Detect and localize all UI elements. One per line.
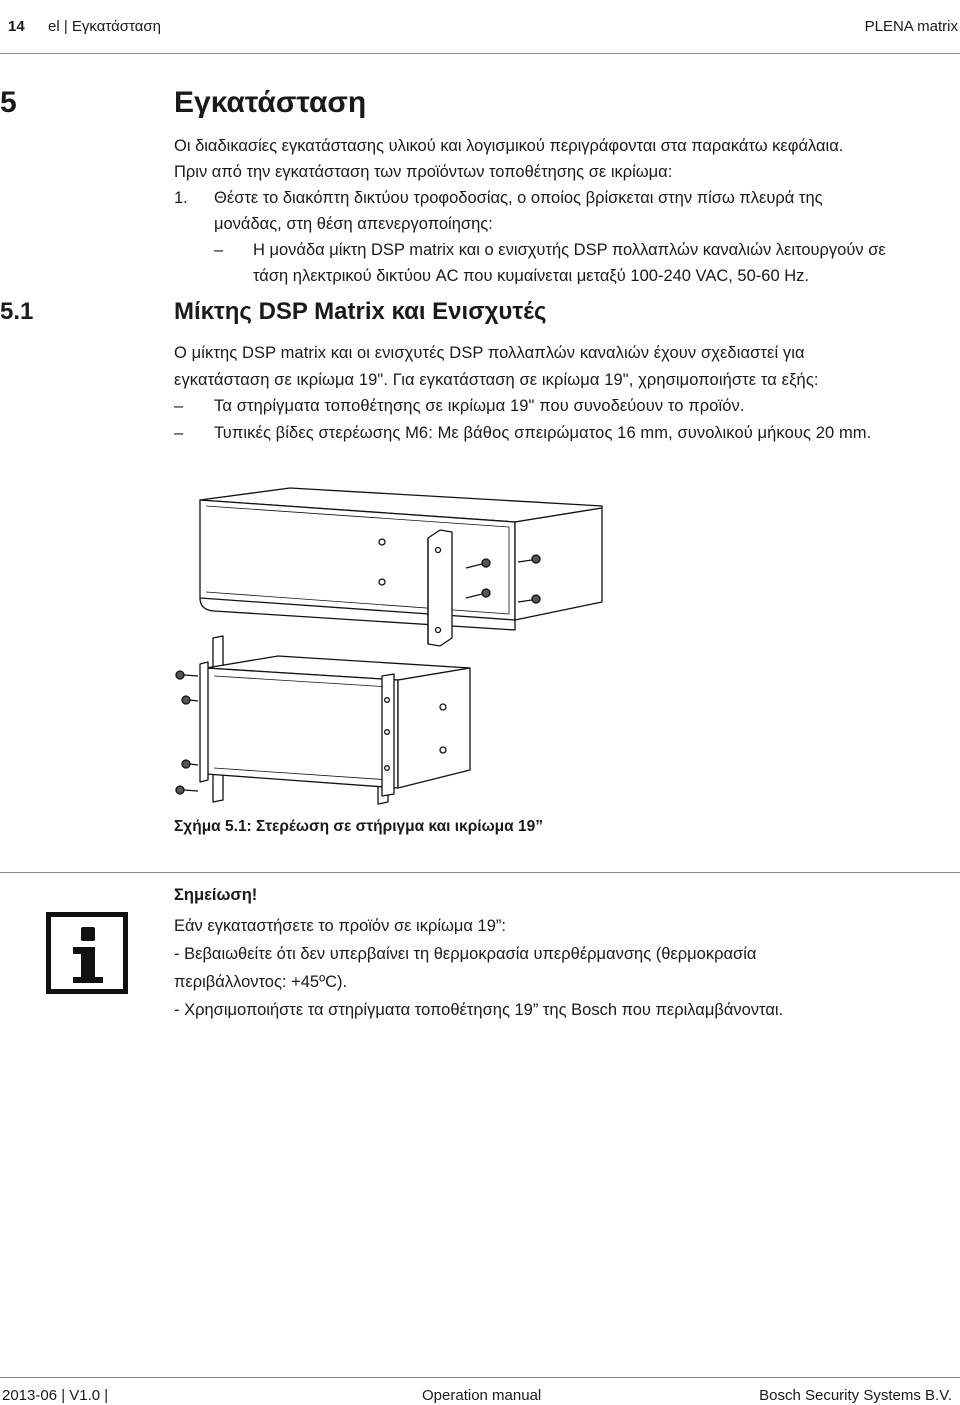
header-product: PLENA matrix <box>864 18 958 35</box>
bullet-item-1: Τα στηρίγματα τοποθέτησης σε ικρίωμα 19" που συνοδεύουν το προϊόν. <box>214 397 745 415</box>
chapter-intro-1: Οι διαδικασίες εγκατάστασης υλικού και λογισμικού περιγράφονται στα παρακάτω κεφάλαια. <box>174 137 844 155</box>
note-line-3: περιβάλλοντος: +45ºC). <box>174 973 348 991</box>
sub-item-dash: – <box>214 241 224 259</box>
chapter-number: 5 <box>0 86 17 119</box>
header-section: el | Εγκατάσταση <box>48 18 162 35</box>
upper-unit-drawing <box>200 488 602 646</box>
bullet-dash-1: – <box>174 397 184 415</box>
note-line-2: - Βεβαιωθείτε ότι δεν υπερβαίνει τη θερμοκρασία υπερθέρμανσης (θερμοκρασία <box>174 945 757 963</box>
footer-date-version: 2013-06 | V1.0 | <box>2 1387 109 1404</box>
header-rule <box>0 53 960 54</box>
note-title: Σημείωση! <box>174 886 258 904</box>
chapter-intro-2: Πριν από την εγκατάσταση των προϊόντων τοποθέτησης σε ικρίωμα: <box>174 163 673 181</box>
page-number: 14 <box>8 18 25 35</box>
sub-item-line-1: Η μονάδα μίκτη DSP matrix και ο ενισχυτής DSP πολλαπλών καναλιών λειτουργούν σε <box>253 241 886 259</box>
step-number: 1. <box>174 189 188 207</box>
section-para-2: εγκατάσταση σε ικρίωμα 19". Για εγκατάσταση σε ικρίωμα 19", χρησιμοποιήστε τα εξής: <box>174 371 819 389</box>
step-line-1: Θέστε το διακόπτη δικτύου τροφοδοσίας, ο οποίος βρίσκεται στην πίσω πλευρά της <box>214 189 823 207</box>
figure-caption: Σχήμα 5.1: Στερέωση σε στήριγμα και ικρίωμα 19” <box>174 818 543 835</box>
section-para-1: Ο μίκτης DSP matrix και οι ενισχυτές DSP πολλαπλών καναλιών έχουν σχεδιαστεί για <box>174 344 805 362</box>
note-line-4: - Χρησιμοποιήστε τα στηρίγματα τοποθέτησης 19” της Bosch που περιλαμβάνονται. <box>174 1001 784 1019</box>
section-number: 5.1 <box>0 298 34 325</box>
note-line-1: Εάν εγκαταστήσετε το προϊόν σε ικρίωμα 19”: <box>174 917 506 935</box>
note-rule <box>0 872 960 873</box>
chapter-title: Εγκατάσταση <box>174 86 367 119</box>
footer-company: Bosch Security Systems B.V. <box>759 1387 952 1404</box>
footer-doc-type: Operation manual <box>422 1387 542 1404</box>
step-line-2: μονάδας, στη θέση απενεργοποίησης: <box>214 215 493 233</box>
rack-mount-illustration <box>170 470 670 810</box>
lower-unit-drawing <box>176 636 470 804</box>
section-title: Μίκτης DSP Matrix και Ενισχυτές <box>174 298 547 325</box>
info-icon <box>46 912 128 994</box>
bullet-dash-2: – <box>174 424 184 442</box>
bullet-item-2: Τυπικές βίδες στερέωσης M6: Με βάθος σπειρώματος 16 mm, συνολικού μήκους 20 mm. <box>214 424 872 442</box>
lower-screws <box>176 671 198 794</box>
footer-rule <box>0 1377 960 1378</box>
sub-item-line-2: τάση ηλεκτρικού δικτύου AC που κυμαίνεται μεταξύ 100-240 VAC, 50-60 Hz. <box>253 267 809 285</box>
